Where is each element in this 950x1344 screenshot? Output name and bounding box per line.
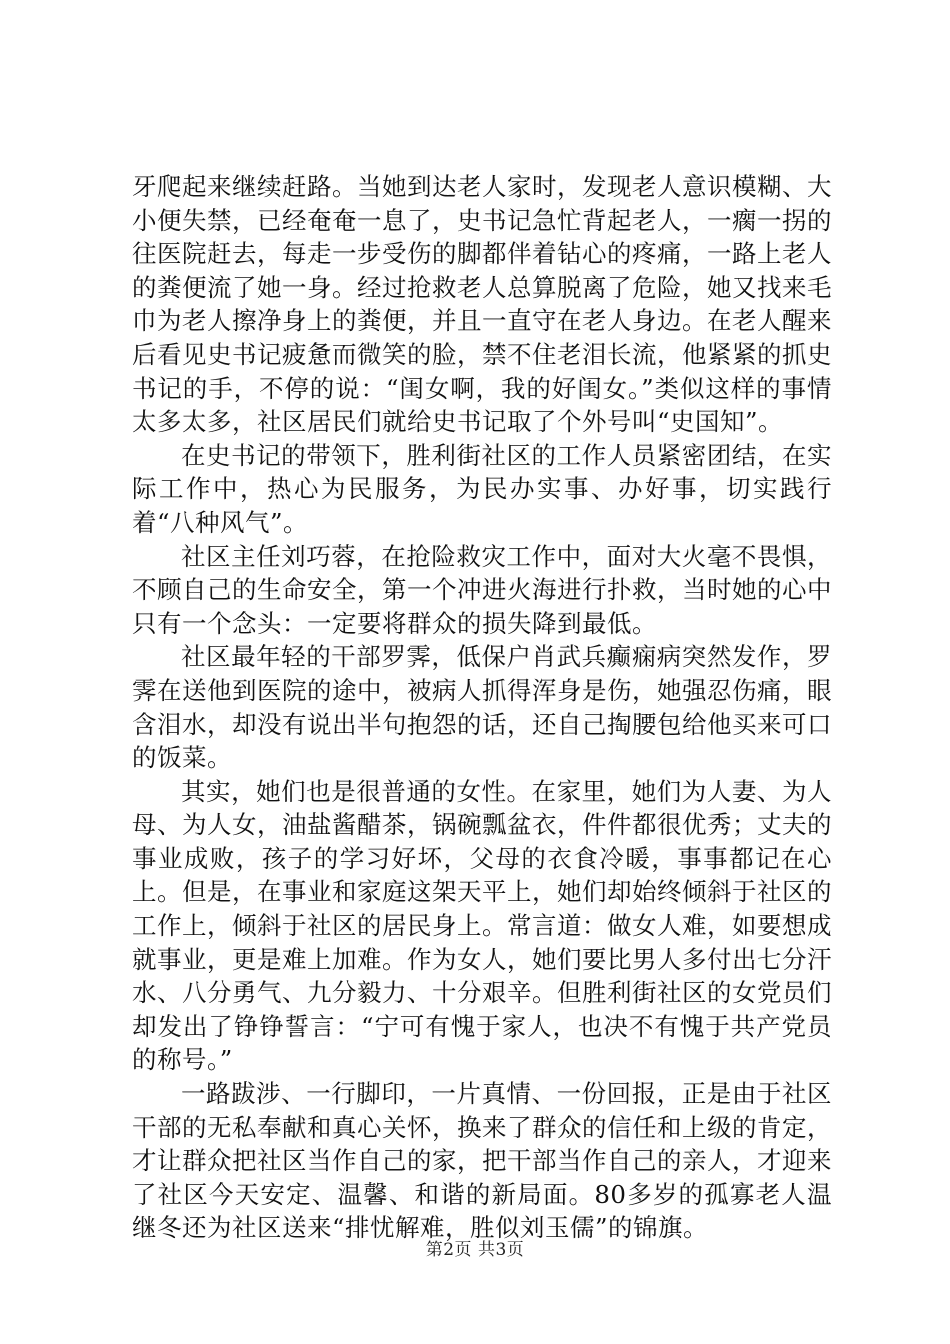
page-footer: [0, 1239, 950, 1261]
paragraph-6: 一路跋涉、一行脚印，一片真情、一份回报，正是由于社区干部的无私奉献和真心关怀，换来了群众的信任和上级的肯定，才让群众把社区当作自己的家，把干部当作自己的亲人，才迎来了社区今天安定、温馨、和谐的新局面。80多岁的孤寡老人温继冬还为社区送来“排忧解难，胜似刘玉儒”的锦旗。: [132, 1079, 832, 1243]
paragraph-5: 其实，她们也是很普通的女性。在家里，她们为人妻、为人母、为人女，油盐酱醋茶，锅碗瓢盆衣，件件都很优秀；丈夫的事业成败，孩子的学习好坏，父母的衣食冷暖，事事都记在心上。但是，在事业和家庭这架天平上，她们却始终倾斜于社区的工作上，倾斜于社区的居民身上。常言道：做女人难，如要想成就事业，更是难上加难。作为女人，她们要比男人多付出七分汗水、八分勇气、九分毅力、十分艰辛。但胜利街社区的女党员们却发出了铮铮誓言：“宁可有愧于家人，也决不有愧于共产党员的称号。”: [132, 776, 832, 1075]
page-number-label: 第2页 共3页: [425, 1240, 525, 1260]
article-body: [132, 170, 832, 1245]
paragraph-4: 社区最年轻的干部罗霁，低保户肖武兵癫痫病突然发作，罗霁在送他到医院的途中，被病人抓得浑身是伤，她强忍伤痛，眼含泪水，却没有说出半句抱怨的话，还自己掏腰包给他买来可口的饭菜。: [132, 642, 832, 773]
paragraph-3: 社区主任刘巧蓉，在抢险救灾工作中，面对大火毫不畏惧，不顾自己的生命安全，第一个冲进火海进行扑救，当时她的心中只有一个念头：一定要将群众的损失降到最低。: [132, 541, 832, 638]
paragraph-2: 在史书记的带领下，胜利街社区的工作人员紧密团结，在实际工作中，热心为民服务，为民办实事、办好事，切实践行着“八种风气”。: [132, 440, 832, 537]
paragraph-1: 牙爬起来继续赶路。当她到达老人家时，发现老人意识模糊、大小便失禁，已经奄奄一息了，史书记急忙背起老人，一瘸一拐的往医院赶去，每走一步受伤的脚都伴着钻心的疼痛，一路上老人的粪便流了她一身。经过抢救老人总算脱离了危险，她又找来毛巾为老人擦净身上的粪便，并且一直守在老人身边。在老人醒来后看见史书记疲惫而微笑的脸，禁不住老泪长流，他紧紧的抓史书记的手，不停的说：“闺女啊，我的好闺女。”类似这样的事情太多太多，社区居民们就给史书记取了个外号叫“史国知”。: [132, 172, 832, 437]
